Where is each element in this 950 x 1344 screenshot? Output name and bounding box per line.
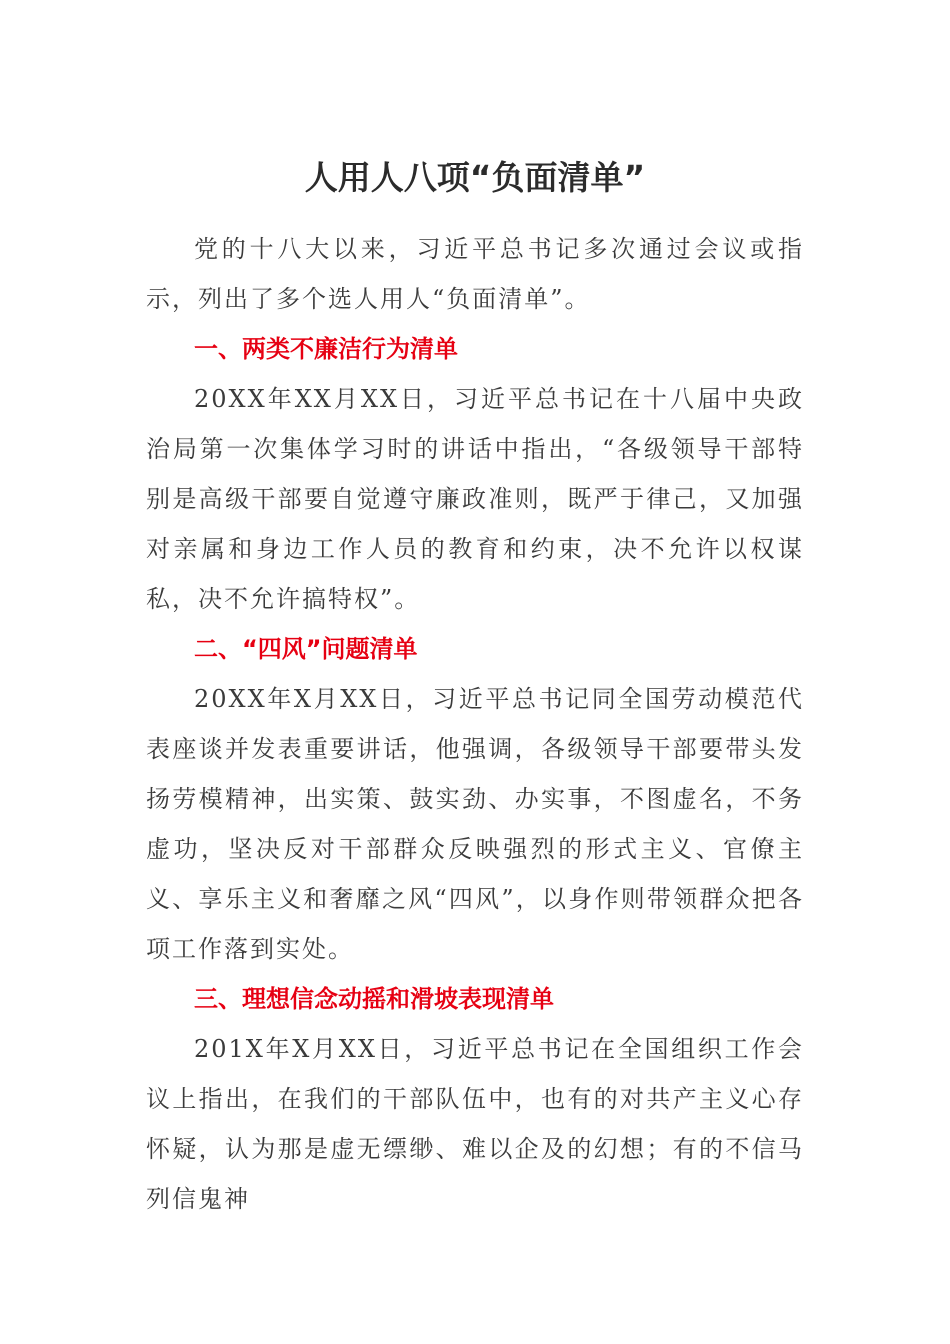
section-body-2: 20XX年X月XX日，习近平总书记同全国劳动模范代表座谈并发表重要讲话，他强调，各级领导干部要带头发扬劳模精神，出实策、鼓实劲、办实事，不图虚名，不务虚功，坚决反对干部群众反映强烈的形式主义、官僚主义、享乐主义和奢靡之风“四风”，以身作则带领群众把各项工作落到实处。 — [146, 685, 804, 963]
section-heading-2: 二、“四风”问题清单 — [194, 635, 418, 663]
section-body-3: 201X年X月XX日，习近平总书记在全国组织工作会议上指出，在我们的干部队伍中，也有的对共产主义心存怀疑，认为那是虚无缥缈、难以企及的幻想；有的不信马列信鬼神 — [146, 1035, 804, 1213]
section-heading-3: 三、理想信念动摇和滑坡表现清单 — [194, 985, 554, 1013]
document-title: 人用人八项“负面清单” — [304, 158, 646, 197]
intro-paragraph: 党的十八大以来，习近平总书记多次通过会议或指示，列出了多个选人用人“负面清单”。 — [146, 235, 804, 313]
section-body-1: 20XX年XX月XX日，习近平总书记在十八届中央政治局第一次集体学习时的讲话中指出，“各级领导干部特别是高级干部要自觉遵守廉政准则，既严于律己，又加强对亲属和身边工作人员的教育和约束，决不允许以权谋私，决不允许搞特权”。 — [146, 385, 804, 613]
section-heading-1: 一、两类不廉洁行为清单 — [194, 335, 458, 363]
